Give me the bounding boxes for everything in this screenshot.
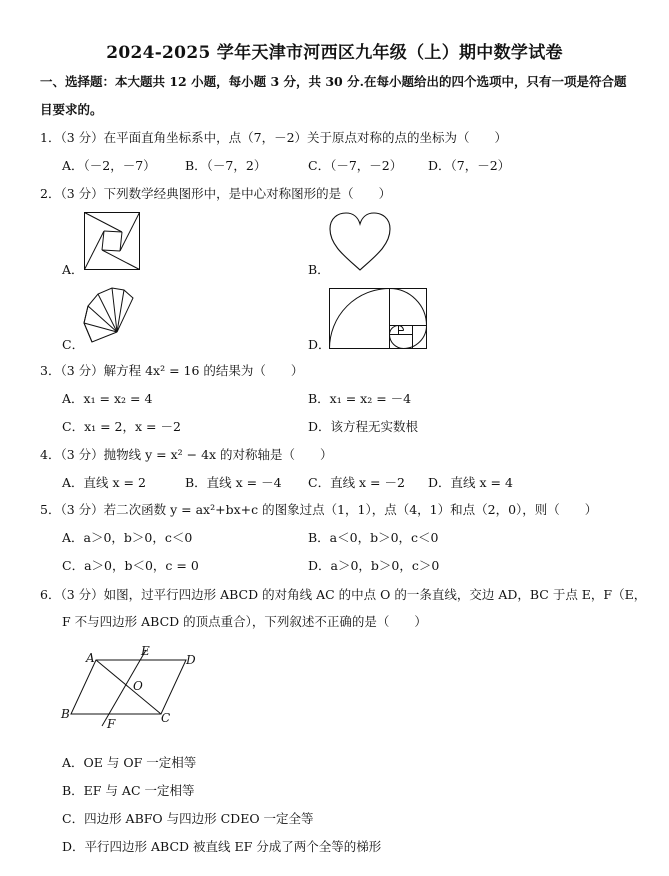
q2-option-c: C． — [62, 337, 85, 352]
q1-option-a: A．（－2，－7） — [62, 158, 156, 173]
q4-stem: 4．（3 分）抛物线 y = x² − 4x 的对称轴是（ ） — [40, 447, 333, 462]
q2-figure-heart — [329, 212, 391, 272]
q4-option-b: B．直线 x = －4 — [185, 475, 282, 490]
q3-option-c: C．x₁ = 2，x = －2 — [62, 419, 181, 434]
q6-option-a: A．OE 与 OF 一定相等 — [62, 755, 197, 770]
q3-option-a: A．x₁ = x₂ = 4 — [62, 391, 153, 406]
q6-option-b: B．EF 与 AC 一定相等 — [62, 783, 195, 798]
q2-option-b: B． — [308, 262, 330, 277]
q3-option-b: B．x₁ = x₂ = －4 — [308, 391, 412, 406]
q5-option-c: C．a＞0，b＜0，c = 0 — [62, 558, 199, 573]
q5-option-d: D．a＞0，b＞0，c＞0 — [308, 558, 440, 573]
q2-stem: 2．（3 分）下列数学经典图形中，是中心对称图形的是（ ） — [40, 186, 392, 201]
q5-option-b: B．a＜0，b＞0，c＜0 — [308, 530, 439, 545]
q6-label-B: B — [61, 707, 70, 721]
q1-option-c: C．（－7，－2） — [308, 158, 403, 173]
q6-option-c: C．四边形 ABFO 与四边形 CDEO 一定全等 — [62, 811, 314, 826]
q1-option-d: D．（7，－2） — [428, 158, 511, 173]
q6-stem-line1: 6．（3 分）如图，过平行四边形 ABCD 的对角线 AC 的中点 O 的一条直线，交边 AD，BC 于点 E，F（E， — [40, 587, 647, 602]
page-title: 2024-2025 学年天津市河西区九年级（上）期中数学试卷 — [106, 43, 563, 63]
q6-label-A: A — [86, 651, 95, 665]
q6-option-d: D．平行四边形 ABCD 被直线 EF 分成了两个全等的梯形 — [62, 839, 382, 854]
q2-figure-square-pinwheel — [84, 212, 140, 270]
q6-label-E: E — [141, 644, 150, 658]
q2-figure-fan — [80, 286, 136, 348]
q2-option-a: A． — [62, 262, 84, 277]
section-heading-line2: 目要求的。 — [40, 102, 103, 117]
q6-label-F: F — [107, 717, 116, 731]
q6-figure-parallelogram — [58, 642, 208, 732]
q2-figure-golden-spiral — [329, 288, 427, 349]
q3-stem: 3．（3 分）解方程 4x² = 16 的结果为（ ） — [40, 363, 304, 378]
q4-option-a: A．直线 x = 2 — [62, 475, 146, 490]
q5-option-a: A．a＞0，b＞0，c＜0 — [62, 530, 193, 545]
q6-label-C: C — [161, 711, 171, 725]
q5-stem: 5．（3 分）若二次函数 y = ax²+bx+c 的图象过点（1，1），点（4，1）和点（2，0），则（ ） — [40, 502, 598, 517]
q2-option-d: D． — [308, 337, 331, 352]
q6-stem-line2: F 不与四边形 ABCD 的顶点重合），下列叙述不正确的是（ ） — [62, 614, 427, 629]
section-heading-line1: 一、选择题：本大题共 12 小题，每小题 3 分，共 30 分.在每小题给出的四个选项中，只有一项是符合题 — [40, 74, 627, 89]
q6-label-O: O — [133, 679, 143, 693]
q4-option-c: C．直线 x = －2 — [308, 475, 405, 490]
q3-option-d: D．该方程无实数根 — [308, 419, 419, 434]
q4-option-d: D．直线 x = 4 — [428, 475, 513, 490]
q6-label-D: D — [186, 653, 196, 667]
q1-stem: 1．（3 分）在平面直角坐标系中，点（7，－2）关于原点对称的点的坐标为（ ） — [40, 130, 508, 145]
q1-option-b: B．（－7，2） — [185, 158, 267, 173]
